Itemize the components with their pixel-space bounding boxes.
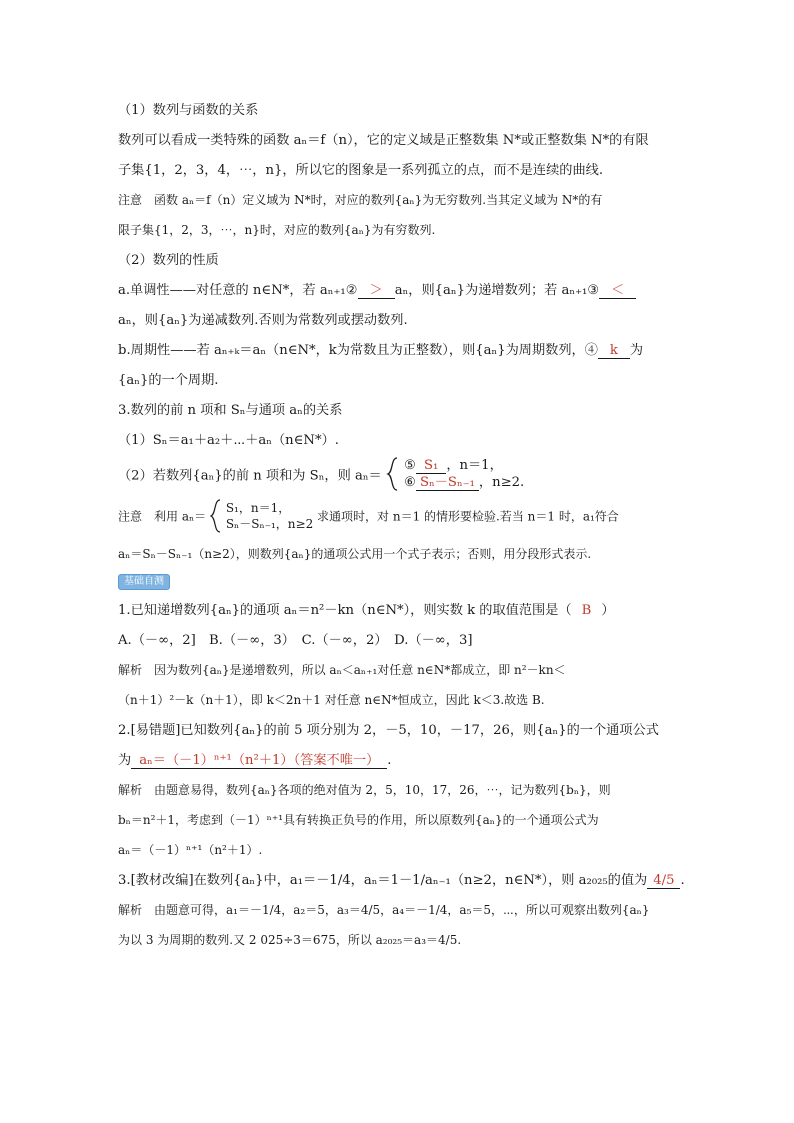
circle-5-icon: ⑤: [404, 458, 416, 473]
piecewise-lead-text: （2）若数列{aₙ}的前 n 项和为 Sₙ，则 aₙ＝: [118, 468, 382, 484]
q1-answer: B: [581, 603, 592, 618]
q3-stem: [118, 870, 685, 891]
monotonic-text-1: a.单调性——对任意的 n∈N*，若 aₙ₊₁②: [118, 283, 358, 298]
self-test-header: [118, 573, 678, 591]
q1-stem-text: 1.已知递增数列{aₙ}的通项 aₙ＝n²－kn（n∈N*），则实数 k 的取值范围是（: [118, 603, 572, 618]
q3-answer: 4/5: [647, 873, 680, 889]
blank-3-answer: ＜: [611, 283, 625, 298]
sec1-paragraph-line2: 子集{1，2，3，4，⋯，n}，所以它的图象是一系列孤立的点，而不是连续的曲线.: [118, 163, 604, 178]
q1-stem-end: ）: [601, 603, 615, 618]
q2-stem-line1: 2.[易错题]已知数列{aₙ}的前 5 项分别为 2，－5，10，－17，26，则{aₙ}的一个通项公式: [118, 723, 659, 738]
note-left-brace-icon: [210, 499, 222, 533]
q1-stem: [118, 600, 678, 621]
periodic-text-end: 为: [629, 343, 644, 358]
sec3-note-line1: [118, 499, 678, 535]
case-n-ge-2: [404, 474, 524, 491]
q1-solution-line1: 解析 因为数列{aₙ}是递增数列，所以 aₙ＜aₙ₊₁对任意 n∈N*都成立，即 n²－kn＜: [118, 663, 566, 677]
document-content: [118, 100, 685, 951]
q1-solution-line2: （n＋1）²－k（n＋1），即 k＜2n＋1 对任意 n∈N*恒成立，因此 k＜3.故选 B.: [118, 693, 545, 707]
blank-4-answer: k: [609, 343, 618, 358]
sec1-title: （1）数列与函数的关系: [118, 103, 259, 118]
piecewise-cases: [404, 457, 524, 491]
q3-stem-text: 3.[教材改编]在数列{aₙ}中，a₁＝－1/4，aₙ＝1－1/aₙ₋₁（n≥2，n∈N*），则 a₂₀₂₅的值为: [118, 873, 648, 888]
sec3-note-line2: aₙ＝Sₙ－Sₙ₋₁（n≥2），则数列{aₙ}的通项公式用一个式子表示；否则，用分段形式表示.: [118, 547, 592, 561]
q3-stem-end: .: [680, 873, 685, 888]
blank-4-underline: [598, 343, 630, 359]
sec2-title: （2）数列的性质: [118, 253, 219, 268]
q1-options: A.（－∞，2] B.（－∞，3） C.（－∞，2） D.（－∞，3]: [118, 633, 473, 648]
sec1-paragraph-line1: 数列可以看成一类特殊的函数 aₙ＝f（n），它的定义域是正整数集 N*或正整数集 N*的有限: [118, 133, 649, 148]
q2-solution-line1: 解析 由题意易得，数列{aₙ}各项的绝对值为 2，5，10，17，26，⋯，记为数列{bₙ}，则: [118, 783, 611, 797]
circle-6-icon: ⑥: [404, 475, 416, 490]
sum-formula: （1）Sₙ＝a₁＋a₂＋⋯＋aₙ（n∈N*）.: [118, 433, 339, 448]
sec1-note-line2: 限子集{1，2，3，⋯，n}时，对应的数列{aₙ}为有穷数列.: [118, 223, 436, 237]
q3-solution-line1: 解析 由题意可得，a₁＝－1/4，a₂＝5，a₃＝4/5，a₄＝－1/4，a₅＝5，⋯，所以可观察出数列{aₙ}: [118, 903, 650, 917]
periodic-line1: [118, 340, 678, 361]
q2-solution-line3: aₙ＝（－1）ⁿ⁺¹（n²＋1）.: [118, 843, 263, 857]
q3-solution-line2: 为以 3 为周期的数列.又 2 025÷3＝675，所以 a₂₀₂₅＝a₃＝4/5.: [118, 933, 462, 947]
note-cases: [226, 500, 313, 532]
note-case-1: S₁，n＝1，: [225, 501, 291, 515]
blank-6-answer: Sₙ－Sₙ₋₁: [416, 475, 479, 491]
self-test-badge: 基础自测: [118, 574, 170, 590]
q2-stem-line2: [118, 750, 678, 771]
case-2-condition: ，n≥2.: [478, 475, 525, 490]
blank-2-answer: ＞: [369, 283, 383, 298]
q2-solution-line2: bₙ＝n²＋1，考虑到（－1）ⁿ⁺¹具有转换正负号的作用，所以原数列{aₙ}的一个通项公式为: [118, 813, 599, 827]
monotonic-line1: [118, 280, 678, 301]
note-case-2: Sₙ－Sₙ₋₁，n≥2: [225, 517, 314, 531]
monotonic-text-2: aₙ，则{aₙ}为递增数列；若 aₙ₊₁③: [394, 283, 600, 298]
case-1-condition: ，n＝1，: [446, 458, 503, 473]
blank-5-answer: S₁: [416, 458, 446, 474]
case-n-equals-1: [404, 457, 524, 474]
sec3-note-tail: 求通项时，对 n＝1 的情形要检验.若当 n＝1 时，a₁符合: [317, 509, 619, 524]
piecewise-formula: [118, 457, 678, 493]
q2-stem-end: .: [387, 753, 392, 768]
left-brace-icon: [386, 457, 400, 491]
q2-stem-lead: 为: [118, 753, 132, 768]
periodic-line2: {aₙ}的一个周期.: [118, 373, 219, 388]
monotonic-line2: aₙ，则{aₙ}为递减数列.否则为常数列或摆动数列.: [118, 313, 408, 328]
blank-3-underline: [599, 283, 636, 299]
sec1-note-line1: 注意 函数 aₙ＝f（n）定义域为 N*时，对应的数列{aₙ}为无穷数列.当其定义域为 N*的有: [118, 193, 603, 207]
blank-2-underline: [358, 283, 395, 299]
q2-answer: aₙ＝（－1）ⁿ⁺¹（n²＋1）（答案不唯一）: [131, 753, 387, 769]
sec3-title: 3.数列的前 n 项和 Sₙ与通项 aₙ的关系: [118, 403, 343, 418]
sec3-note-lead: 注意 利用 aₙ＝: [118, 509, 207, 524]
periodic-text: b.周期性——若 aₙ₊ₖ＝aₙ（n∈N*，k为常数且为正整数），则{aₙ}为周期数列，④: [118, 343, 598, 358]
